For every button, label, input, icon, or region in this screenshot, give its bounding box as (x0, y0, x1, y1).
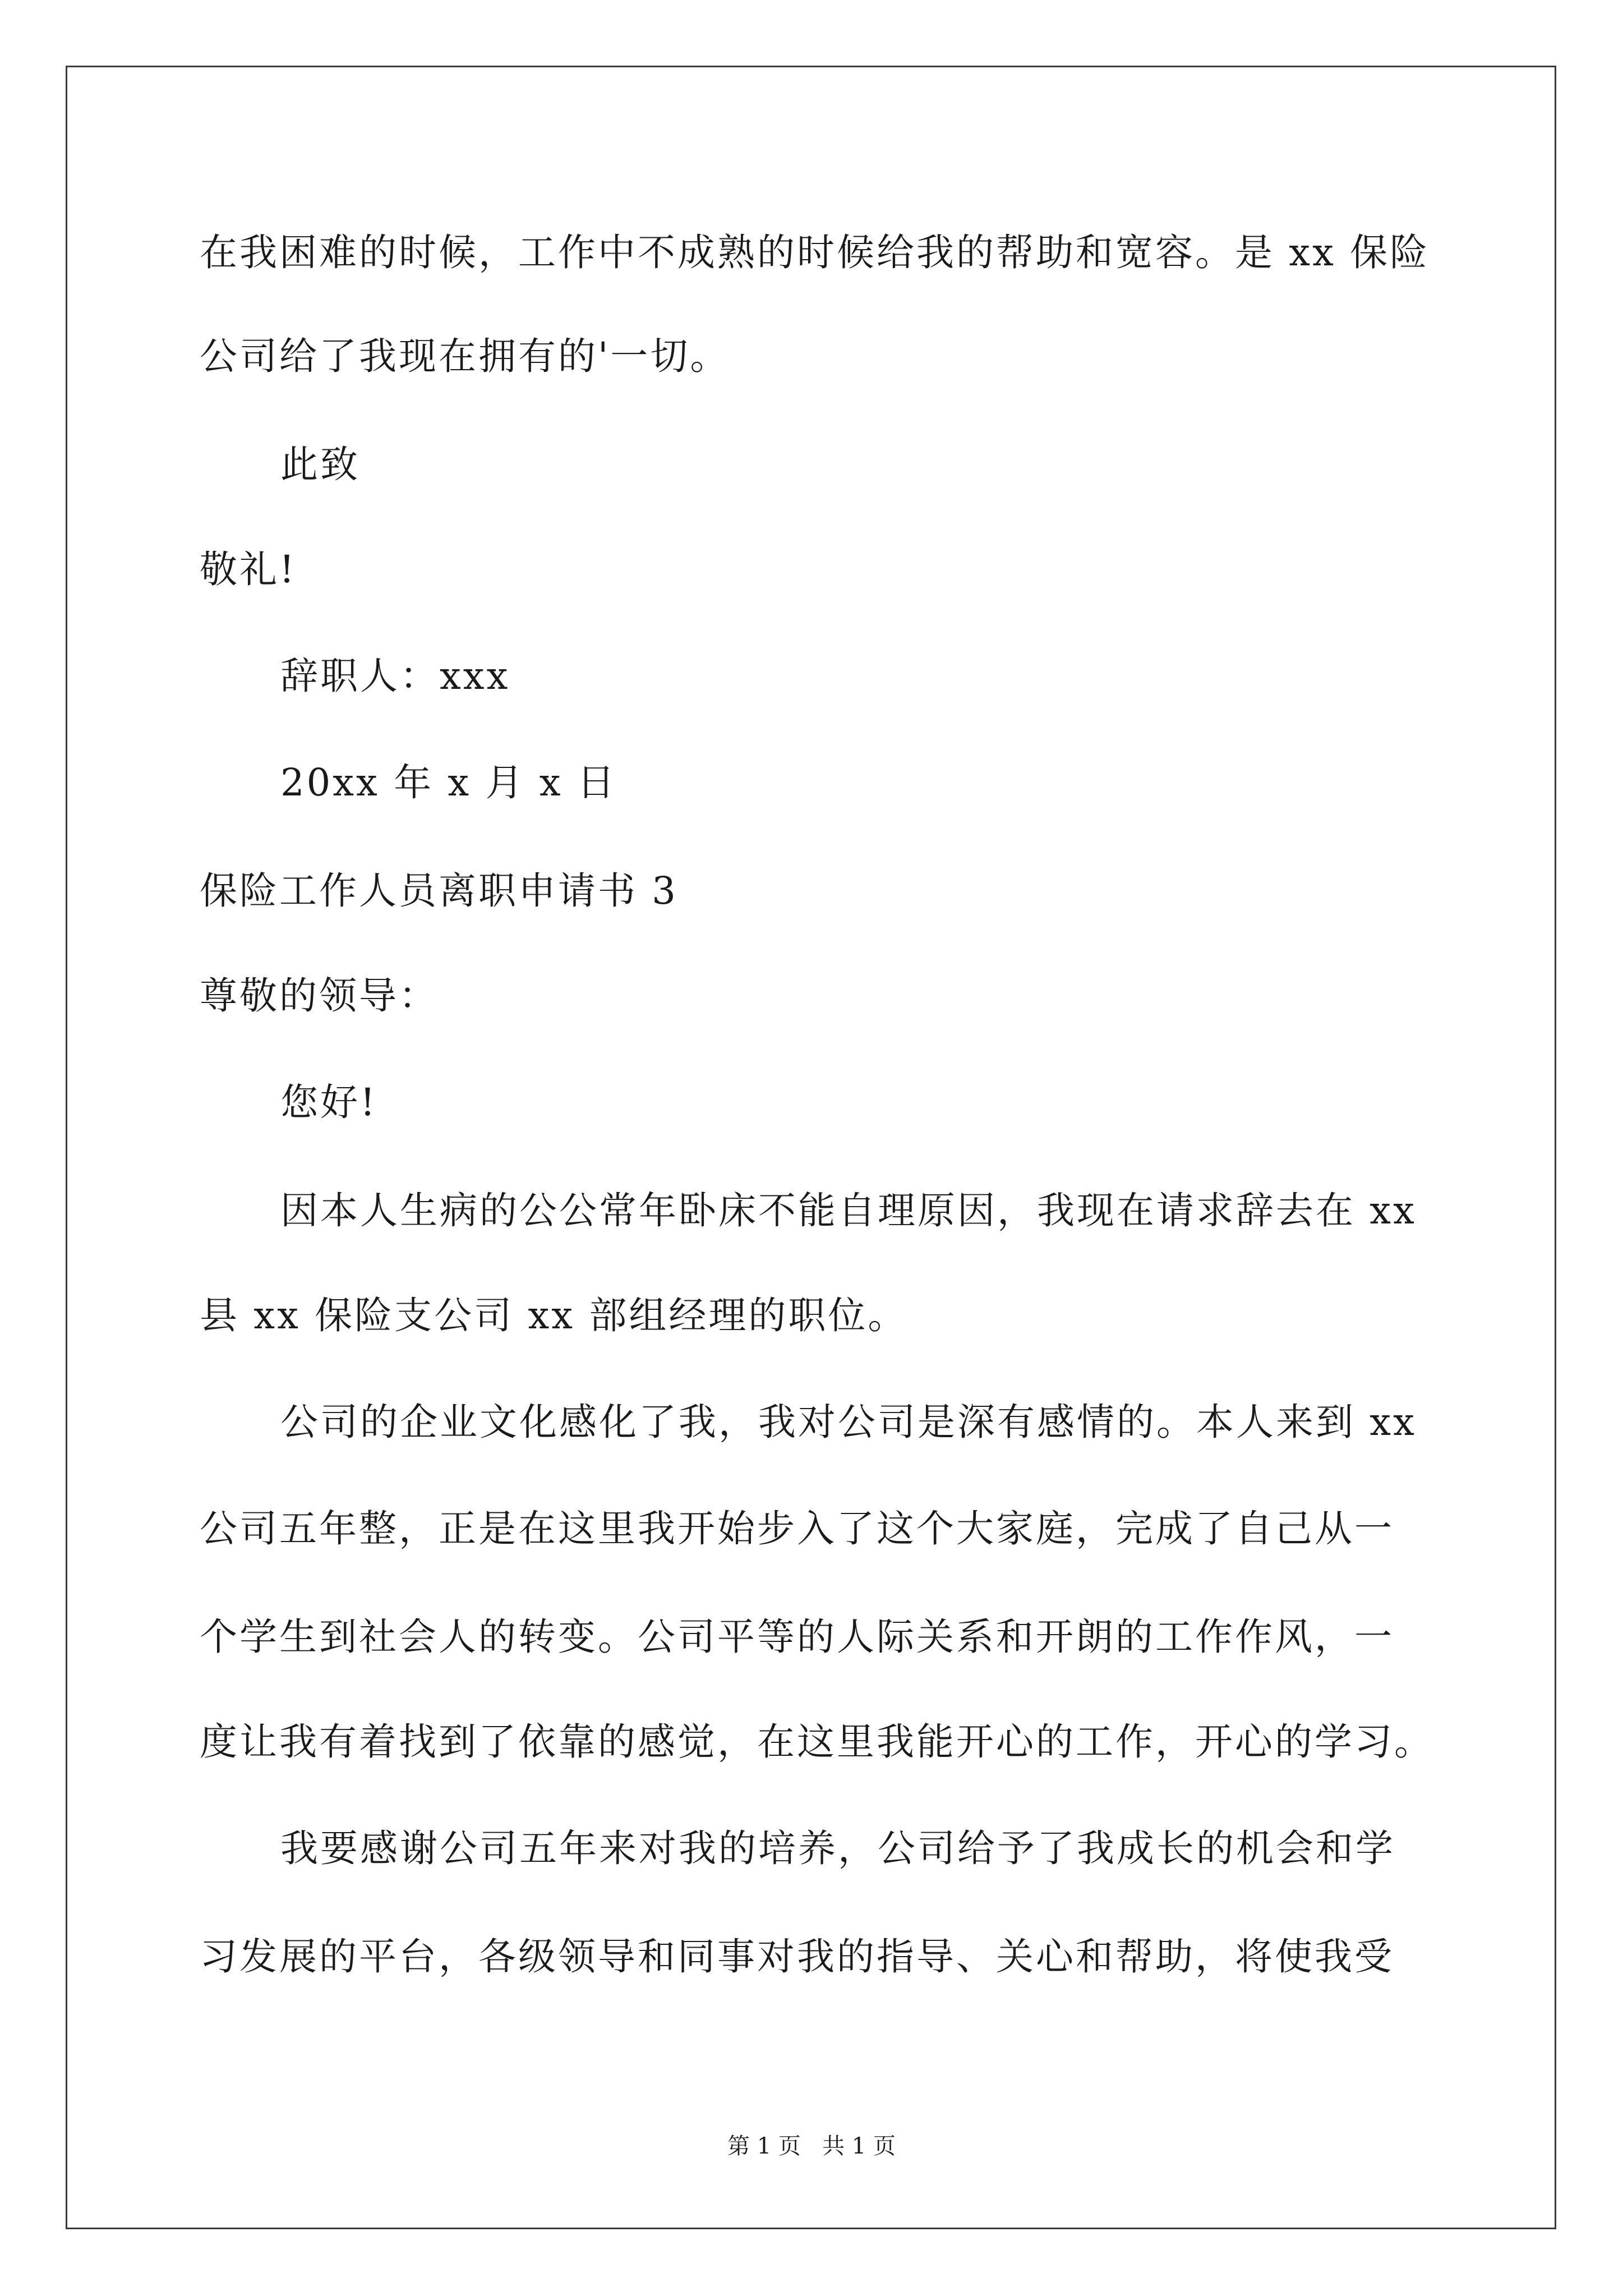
body-line: 在我困难的时候，工作中不成熟的时候给我的帮助和宽容。是 xx 保险 (200, 231, 1430, 274)
body-line: 公司五年整，正是在这里我开始步入了这个大家庭，完成了自己从一 (200, 1507, 1394, 1550)
date-line: 20xx 年 x 月 x 日 (280, 761, 617, 804)
body-line: 县 xx 保险支公司 xx 部组经理的职位。 (200, 1294, 908, 1337)
page-frame (66, 66, 1556, 2229)
closing-salutation: 此致 (280, 443, 360, 486)
greeting: 尊敬的领导： (200, 974, 439, 1018)
signatory: 辞职人：xxx (280, 654, 510, 698)
body-line: 因本人生病的公公常年卧床不能自理原因，我现在请求辞去在 xx (280, 1189, 1417, 1232)
section-title: 保险工作人员离职申请书 3 (200, 869, 678, 913)
body-line: 度让我有着找到了依靠的感觉，在这里我能开心的工作，开心的学习。 (200, 1720, 1434, 1764)
body-line: 公司的企业文化感化了我，我对公司是深有感情的。本人来到 xx (280, 1400, 1417, 1444)
body-line: 个学生到社会人的转变。公司平等的人际关系和开朗的工作作风，一 (200, 1615, 1394, 1659)
greeting-hello: 您好! (280, 1080, 377, 1124)
page-footer: 第 1 页 共 1 页 (727, 2133, 896, 2159)
body-line: 习发展的平台，各级领导和同事对我的指导、关心和帮助，将使我受 (200, 1935, 1394, 1978)
body-line: 我要感谢公司五年来对我的培养，公司给予了我成长的机会和学 (280, 1826, 1395, 1870)
body-line: 公司给了我现在拥有的'一切。 (200, 334, 730, 378)
closing-regards: 敬礼! (200, 547, 297, 591)
